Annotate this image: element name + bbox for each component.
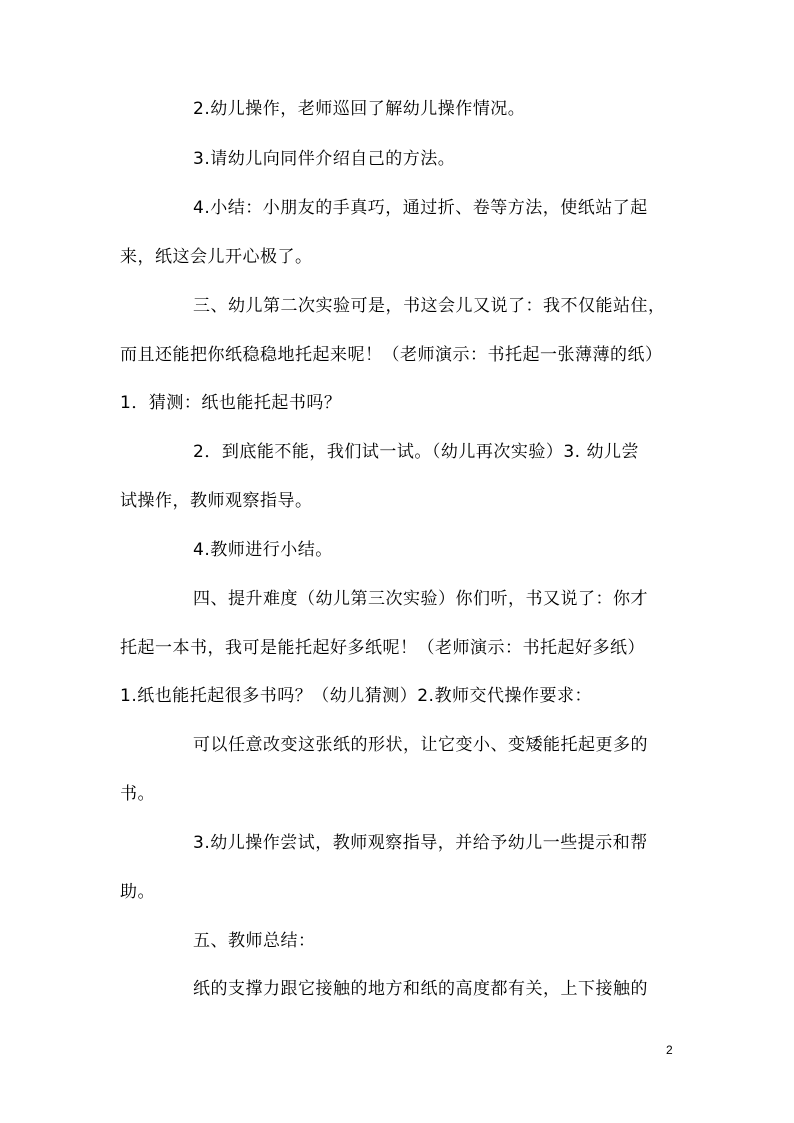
- text-line: 3.请幼儿向同伴介绍自己的方法。: [193, 149, 456, 169]
- text-line: 而且还能把你纸稳稳地托起来呢！（老师演示：书托起一张薄薄的纸）: [120, 345, 663, 365]
- text-line: 三、幼儿第二次实验可是，书这会儿又说了：我不仅能站住，: [193, 296, 666, 316]
- text-line: 1．猜测：纸也能托起书吗？: [120, 393, 342, 413]
- text-line: 书。: [120, 784, 155, 804]
- text-line: 1.纸也能托起很多书吗？（幼儿猜测）2.教师交代操作要求：: [120, 686, 592, 706]
- text-line: 2.幼儿操作，老师巡回了解幼儿操作情况。: [193, 99, 526, 119]
- text-line: 助。: [120, 882, 155, 902]
- text-line: 五、教师总结：: [193, 931, 316, 951]
- page-number: 2: [666, 1043, 673, 1057]
- text-line: 4.教师进行小结。: [193, 540, 333, 560]
- text-line: 3.幼儿操作尝试，教师观察指导，并给予幼儿一些提示和帮: [193, 833, 648, 853]
- text-line: 来，纸这会儿开心极了。: [120, 247, 313, 267]
- text-line: 纸的支撑力跟它接触的地方和纸的高度都有关，上下接触的: [193, 979, 648, 999]
- text-line: 托起一本书，我可是能托起好多纸呢！（老师演示：书托起好多纸）: [120, 638, 645, 658]
- text-line: 2．到底能不能，我们试一试。（幼儿再次实验）3. 幼儿尝: [193, 442, 639, 462]
- text-line: 可以任意改变这张纸的形状，让它变小、变矮能托起更多的: [193, 735, 648, 755]
- text-line: 试操作，教师观察指导。: [120, 491, 313, 511]
- text-line: 四、提升难度（幼儿第三次实验）你们听，书又说了：你才: [193, 589, 648, 609]
- text-line: 4.小结：小朋友的手真巧，通过折、卷等方法，使纸站了起: [193, 198, 648, 218]
